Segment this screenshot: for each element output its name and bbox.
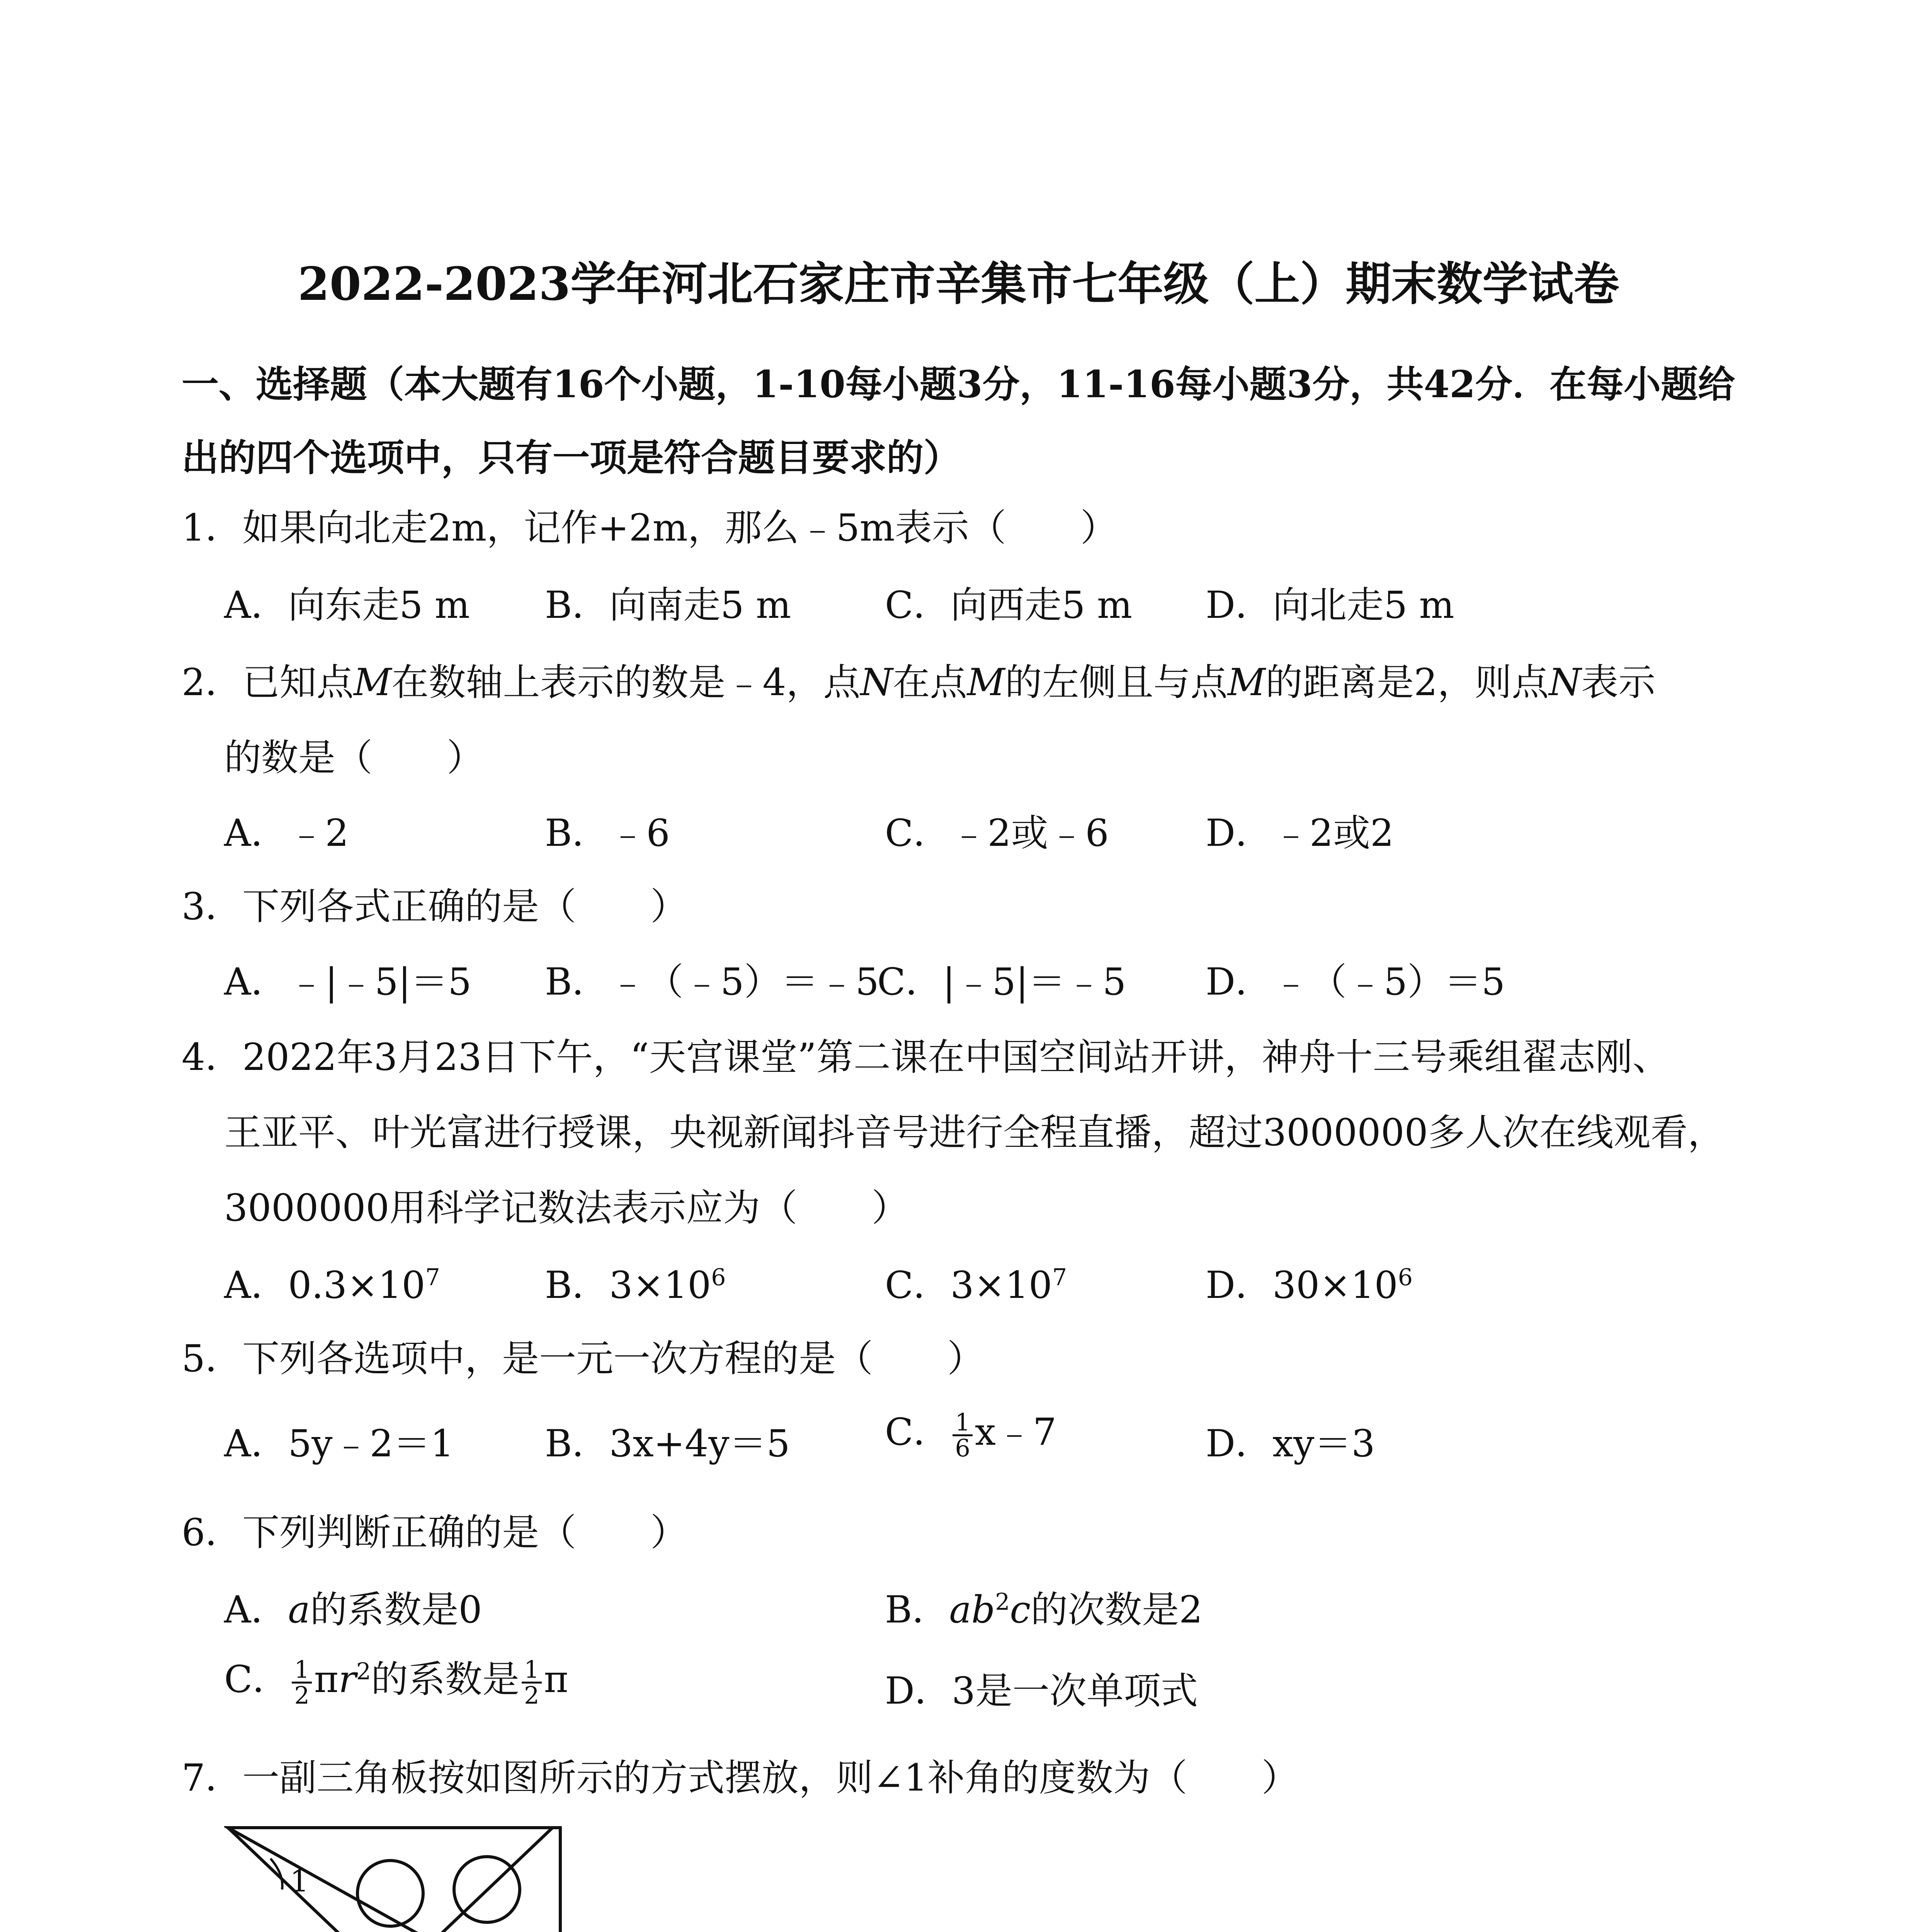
- q6-option-d: D．3是一次单项式: [885, 1669, 1198, 1713]
- page-title: 2022-2023学年河北石家庄市辛集市七年级（上）期末数学试卷: [298, 257, 1619, 311]
- question-2-stem-cont: 的数是（ ）: [224, 736, 484, 779]
- q4-option-d: D．$30\times 10^6$: [1206, 1264, 1413, 1307]
- question-1-stem: 1．如果向北走2m，记作+2m，那么﹣5m表示（ ）: [182, 506, 1118, 549]
- ruler-hole-1: [357, 1861, 423, 1926]
- q5-option-d: D．xy＝3: [1206, 1422, 1375, 1465]
- q1-option-c: C．向西走5 m: [885, 583, 1133, 627]
- q2-option-c: C．﹣2或﹣6: [885, 811, 1109, 855]
- q5-option-b: B．3x+4y＝5: [545, 1422, 790, 1465]
- q3-option-c: C．|﹣5|＝﹣5: [877, 960, 1126, 1003]
- q3-option-b: B．﹣（﹣5）＝﹣5: [545, 960, 879, 1003]
- q3-option-d: D．﹣（﹣5）＝5: [1206, 960, 1505, 1003]
- question-3-stem: 3．下列各式正确的是（ ）: [182, 885, 688, 928]
- q4-option-b: B．$3\times 10^6$: [545, 1264, 726, 1307]
- q5-option-c: C． $\frac{1}{6}$ x﹣7: [885, 1408, 1057, 1462]
- question-4-stem-3: 3000000用科学记数法表示应为（ ）: [224, 1186, 909, 1230]
- fraction: $\frac{1}{2}$: [522, 1658, 541, 1708]
- q3-option-a: A．﹣|﹣5|＝5: [224, 960, 472, 1003]
- question-7-stem: 7．一副三角板按如图所示的方式摆放，则∠1补角的度数为（ ）: [182, 1756, 1299, 1799]
- q1-option-b: B．向南走5 m: [545, 583, 791, 627]
- q6-option-b: B．$ab^2c$的次数是2: [885, 1588, 1203, 1631]
- q6-option-a: A．a的系数是0: [224, 1588, 482, 1631]
- q2-option-a: A．﹣2: [224, 811, 349, 855]
- q5-option-a: A．5y﹣2＝1: [224, 1422, 454, 1465]
- fraction: $\frac{1}{6}$: [953, 1410, 972, 1460]
- q1-option-a: A．向东走5 m: [224, 583, 470, 627]
- q2-option-d: D．﹣2或2: [1206, 811, 1394, 855]
- q2-option-b: B．﹣6: [545, 811, 670, 855]
- question-5-stem: 5．下列各选项中，是一元一次方程的是（ ）: [182, 1337, 985, 1380]
- question-6-stem: 6．下列判断正确的是（ ）: [182, 1511, 688, 1554]
- triangle-ruler-1: [228, 1828, 560, 1932]
- q1-option-d: D．向北走5 m: [1206, 583, 1454, 627]
- q4-option-c: C．$3\times 10^7$: [885, 1264, 1067, 1307]
- section-heading: 一、选择题（本大题有16个小题，1-10每小题3分，11-16每小题3分，共42分．在每小题给出的四个选项中，只有一项是符合题目要求的）: [182, 362, 1735, 480]
- fraction: $\frac{1}{2}$: [292, 1658, 311, 1708]
- question-4-stem-2: 王亚平、叶光富进行授课，央视新闻抖音号进行全程直播，超过3000000多人次在线观看，: [224, 1111, 1725, 1154]
- angle-label: 1: [290, 1864, 309, 1899]
- q4-option-a: A．$0.3\times 10^7$: [224, 1264, 440, 1307]
- question-4-stem-1: 4．2022年3月23日下午，“天宫课堂”第二课在中国空间站开讲，神舟十三号乘组翟志刚、: [182, 1036, 1670, 1079]
- question-2-stem: 2．已知点M在数轴上表示的数是﹣4，点N在点M的左侧且与点M的距离是2，则点N表示: [182, 661, 1656, 704]
- triangle-rulers-figure: [224, 1824, 564, 1932]
- q6-option-c: C． $\frac{1}{2}$ $\pi r^2$的系数是 $\frac{1}{2}$ π: [224, 1655, 568, 1709]
